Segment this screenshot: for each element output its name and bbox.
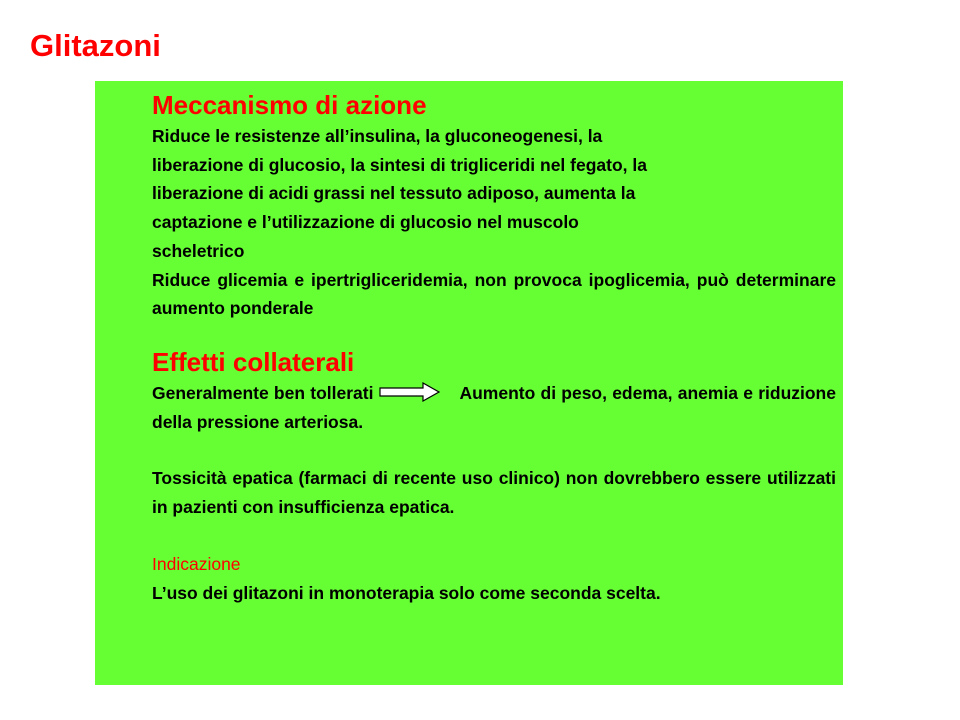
mechanism-description: [152, 122, 836, 266]
mechanism-line: scheletrico: [152, 240, 245, 261]
mechanism-effects: Riduce glicemia e ipertrigliceridemia, non provoca ipoglicemia, può determinare aumento ponderale: [152, 269, 836, 319]
hepatic-toxicity-text: Tossicità epatica (farmaci di recente uso clinico) non dovrebbero essere utilizzati in pazienti con insufficienza epatica.: [152, 468, 836, 518]
side-effects-list: Aumento di peso, edema,: [459, 382, 673, 403]
mechanism-line: captazione e l’utilizzazione di glucosio nel muscolo: [152, 212, 579, 233]
indication-heading: Indicazione: [152, 554, 241, 575]
slide-content: [152, 88, 836, 608]
tolerated-text: Generalmente ben tollerati: [152, 382, 374, 403]
right-arrow-icon: [379, 382, 441, 402]
spacer: [152, 522, 836, 550]
spacer: [152, 323, 836, 345]
mechanism-line: liberazione di acidi grassi nel tessuto adiposo, aumenta la: [152, 183, 636, 204]
side-effects-heading: Effetti collaterali: [152, 346, 355, 377]
slide-title: Glitazoni: [30, 28, 161, 63]
sentence-period: .: [358, 411, 364, 432]
side-effects-list-continued: anemia e riduzione della pressione arteriosa: [152, 382, 836, 432]
side-effects-text: [152, 379, 836, 436]
indication-text: L’uso dei glitazoni in monoterapia solo come seconda scelta.: [152, 583, 661, 604]
mechanism-heading: Meccanismo di azione: [152, 90, 427, 120]
mechanism-line: Riduce le resistenze all’insulina, la gluconeogenesi, la: [152, 126, 603, 146]
spacer: [152, 436, 836, 464]
mechanism-line: liberazione di glucosio, la sintesi di trigliceridi nel fegato, la: [152, 154, 647, 175]
